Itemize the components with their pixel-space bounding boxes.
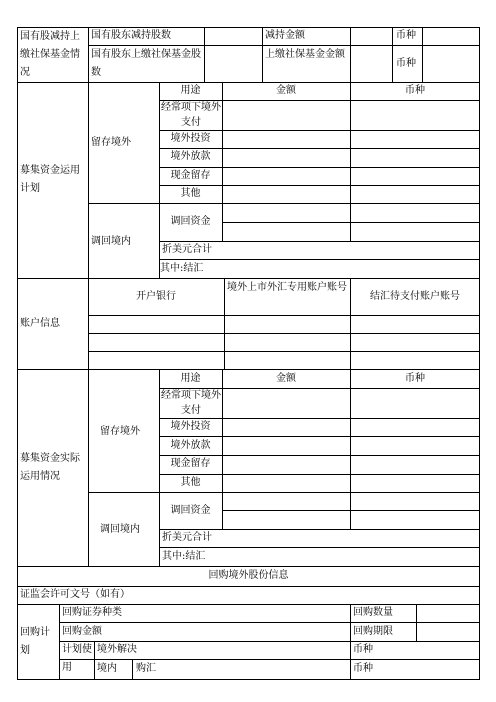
currency-label: 币种 <box>396 30 416 41</box>
grid-line <box>159 259 480 260</box>
settled-label: 其中:结汇 <box>162 551 206 562</box>
grid-line <box>88 82 89 278</box>
use-row-label: 境外投资 <box>170 133 211 144</box>
col-pending-account-header: 结汇待支付账户账号 <box>370 291 460 302</box>
currency-label: 币种 <box>353 644 373 655</box>
reduction-section-label: 国有股减持上缴社保基金情况 <box>20 31 80 78</box>
grid-line <box>350 27 351 82</box>
paid-amount-label: 上缴社保基金金额 <box>265 49 345 60</box>
domestic-label: 境内 <box>97 663 117 674</box>
grid-line <box>59 659 480 660</box>
col-use-header: 用途 <box>180 85 201 96</box>
col-currency-header: 币种 <box>405 85 425 96</box>
grid-line <box>224 278 225 370</box>
grid-line <box>392 27 393 82</box>
grid-line <box>88 203 480 204</box>
use-row-label: 境外投资 <box>170 421 211 432</box>
use-row-label: 境外放款 <box>170 440 211 451</box>
use-row-label: 其他 <box>180 188 201 199</box>
grid-line <box>222 82 223 241</box>
repatriated-funds-label: 调回资金 <box>170 216 211 227</box>
grid-line <box>94 641 95 679</box>
grid-line <box>88 492 480 493</box>
retain-abroad-label: 留存境外 <box>91 137 131 148</box>
col-special-account-header: 境外上市外汇专用账户账号 <box>227 282 347 293</box>
use-row-label: 经常项下境外支付 <box>161 102 221 128</box>
use-row-label: 其他 <box>180 477 201 488</box>
actual-use-section-label: 募集资金实际运用情况 <box>20 453 80 482</box>
grid-line <box>222 369 223 529</box>
abroad-solution-label: 境外解决 <box>97 644 137 655</box>
grid-line <box>416 604 417 641</box>
planned-use-label: 计划使用 <box>62 644 92 673</box>
col-amount-header: 金额 <box>276 85 296 96</box>
buyback-quantity-label: 回购数量 <box>353 607 393 618</box>
col-amount-header: 金额 <box>276 373 296 384</box>
grid-line <box>59 604 60 679</box>
accounts-section-label: 账户信息 <box>20 318 60 329</box>
use-row-label: 现金留存 <box>170 170 211 181</box>
grid-line <box>88 369 89 566</box>
grid-line <box>204 27 205 82</box>
usd-total-label: 折美元合计 <box>162 532 212 543</box>
grid-line <box>88 27 89 82</box>
repatriated-funds-label: 调回资金 <box>170 505 211 516</box>
usd-total-label: 折美元合计 <box>162 244 212 255</box>
col-currency-header: 币种 <box>405 373 425 384</box>
grid-line <box>350 82 351 241</box>
retain-abroad-label: 留存境外 <box>100 426 140 437</box>
use-row-label: 现金留存 <box>170 458 211 469</box>
reduction-amount-label: 减持金额 <box>265 30 305 41</box>
shares-paid-label: 国有股东上缴社保基金股数 <box>91 49 201 78</box>
col-use-header: 用途 <box>180 373 201 384</box>
grid-line <box>88 351 480 352</box>
purchase-fx-label: 购汇 <box>136 663 156 674</box>
repatriate-label: 调回境内 <box>91 236 131 247</box>
buyback-period-label: 回购期限 <box>353 626 393 637</box>
shares-reduced-label: 国有股东减持股数 <box>91 30 171 41</box>
grid-line <box>350 604 351 679</box>
grid-line <box>88 315 480 316</box>
grid-line <box>222 510 480 511</box>
securities-type-label: 回购证券种类 <box>62 607 122 618</box>
grid-line <box>222 222 480 223</box>
settled-label: 其中:结汇 <box>160 263 204 274</box>
currency-label: 币种 <box>353 663 373 674</box>
table-border-bottom <box>17 679 480 680</box>
planned-use-section-label: 募集资金运用计划 <box>20 165 80 194</box>
grid-line <box>262 27 263 82</box>
grid-line <box>159 547 480 548</box>
csrc-permit-label: 证监会许可文号（如有） <box>20 589 130 600</box>
buyback-plan-label: 回购计划 <box>20 627 50 656</box>
buyback-amount-label: 回购金额 <box>62 626 102 637</box>
buyback-section-title: 回购境外股份信息 <box>208 570 289 581</box>
col-bank-header: 开户银行 <box>136 291 176 302</box>
repatriate-label: 调回境内 <box>100 524 140 535</box>
grid-line <box>350 369 351 529</box>
use-row-label: 经常项下境外支付 <box>161 390 221 416</box>
grid-line <box>422 27 423 82</box>
use-row-label: 境外放款 <box>170 151 211 162</box>
currency-label: 币种 <box>396 58 416 69</box>
grid-line <box>88 333 480 334</box>
grid-line <box>132 659 133 679</box>
